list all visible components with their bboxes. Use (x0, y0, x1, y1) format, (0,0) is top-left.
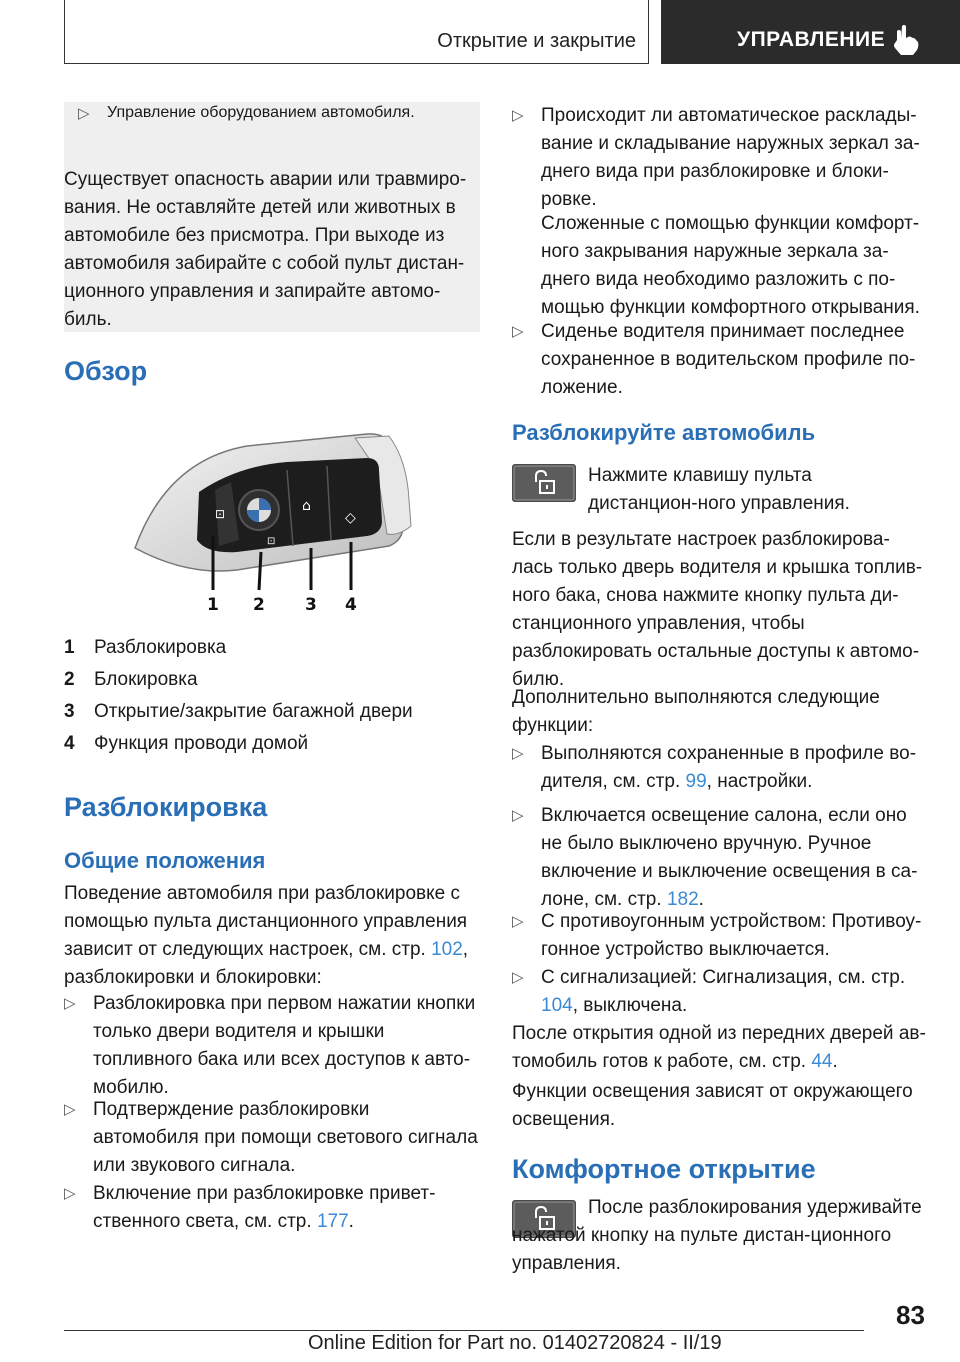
bullet-triangle-icon: ▷ (78, 105, 90, 122)
unlock-heading: Разблокировка (64, 792, 268, 822)
function-bullet-1: ▷ Выполняются сохраненные в профиле во-дителя, см. стр. 99, настройки. (512, 740, 926, 796)
unlock-bullet-1: ▷ Разблокировка при первом нажатии кнопки только двери водителя и крышки топливного бака или всех доступов к авто-мобилю. (64, 990, 480, 1102)
page-link-177[interactable]: 177 (316, 1211, 349, 1232)
unlock-paragraph-3: После открытия одной из передних дверей ав-томобиль готов к работе, см. стр. 44. (512, 1023, 926, 1072)
unlock-paragraph-4: Функции освещения зависят от окружающего освещения. (512, 1081, 913, 1130)
callout-3: 3 (305, 595, 317, 615)
unlock-vehicle-heading: Разблокируйте автомобиль (512, 420, 816, 445)
function-bullet-4: ▷ С сигнализацией: Сигнализация, см. стр. 104, выключена. (512, 964, 926, 1020)
header-section-label: УПРАВЛЕНИЕ (737, 28, 886, 51)
page-link-44[interactable]: 44 (811, 1051, 833, 1072)
page-link-102[interactable]: 102 (431, 939, 463, 960)
callout-1: 1 (207, 595, 219, 615)
overview-heading: Обзор (64, 356, 148, 386)
svg-text:⊡: ⊡ (215, 507, 226, 521)
bullet-triangle-icon: ▷ (64, 1101, 76, 1118)
warning-box (64, 102, 480, 332)
unlock-button-icon (512, 464, 576, 502)
press-instruction: Нажмите клавишу пульта дистанцион-ного управления. (588, 465, 850, 514)
svg-text:◇: ◇ (345, 510, 356, 526)
function-bullet-3: ▷ С противоугонным устройством: Противоу-гонное устройство выключается. (512, 908, 926, 964)
function-bullet-2: ▷ Включается освещение салона, если оно не было выключено вручную. Ручное включение и выключение освещения в са-лоне, см. стр. 182. (512, 802, 926, 914)
bullet-triangle-icon: ▷ (512, 107, 524, 124)
warning-item: ▷ Управление оборудованием автомобиля. (78, 104, 415, 122)
bullet-triangle-icon: ▷ (512, 745, 524, 762)
unlock-bullet-3: ▷ Включение при разблокировке привет-ственного света, см. стр. 177. (64, 1180, 480, 1236)
right-bullet-seat: ▷ Сиденье водителя принимает последнее сохраненное в водительском профиле по-ложение. (512, 318, 926, 402)
edition-footer: Online Edition for Part no. 01402720824 - II/19 (308, 1332, 722, 1354)
general-heading: Общие положения (64, 848, 266, 873)
comfort-heading: Комфортное открытие (512, 1154, 816, 1184)
right-bullet-mirrors: ▷ Происходит ли автоматическое расклады-вание и складывание наружных зеркал за-днего вида при разблокировке и блоки-ровке. (512, 102, 926, 214)
bullet-triangle-icon: ▷ (64, 995, 76, 1012)
comfort-text: После разблокирования удерживайте нажатой кнопку на пульте дистан-ционного управления. (512, 1197, 922, 1274)
unlock-intro: Поведение автомобиля при разблокировке с помощью пульта дистанционного управления зависит от следующих настроек, см. стр. 102, разблокировки и блокировки: (64, 883, 469, 988)
bullet-triangle-icon: ▷ (64, 1185, 76, 1202)
hand-pointer-icon (891, 24, 921, 56)
bullet-triangle-icon: ▷ (512, 807, 524, 824)
unlock-paragraph-2: Дополнительно выполняются следующие функции: (512, 687, 880, 736)
bullet-triangle-icon: ▷ (512, 323, 524, 340)
remote-key-image (127, 430, 427, 616)
page-number: 83 (896, 1300, 925, 1330)
page-link-99[interactable]: 99 (685, 771, 707, 792)
unlock-bullet-2: ▷ Подтверждение разблокировки автомобиля при помощи светового сигнала или звукового сигнала. (64, 1096, 480, 1180)
header-section-tab (661, 0, 960, 64)
header-left (64, 0, 649, 64)
footer-divider (64, 1330, 864, 1331)
bullet-triangle-icon: ▷ (512, 969, 524, 986)
mirrors-note: Сложенные с помощью функции комфорт-ного закрывания наружные зеркала за-днего вида необходимо разложить с по-мощью функции комфортного открывания. (541, 213, 920, 318)
bullet-triangle-icon: ▷ (512, 913, 524, 930)
svg-text:⊡: ⊡ (267, 536, 276, 547)
callout-4: 4 (345, 595, 357, 615)
callout-2: 2 (253, 595, 265, 615)
header-title: Открытие и закрытие (437, 30, 636, 52)
page-link-182[interactable]: 182 (666, 889, 699, 910)
page-link-104[interactable]: 104 (541, 995, 573, 1016)
unlock-paragraph-1: Если в результате настроек разблокирова-лась только дверь водителя и крышка топлив-ного бака, снова нажмите кнопку пульта ди-станционного управления, чтобы разблокировать остальные доступы к автомо-билю. (512, 529, 923, 690)
svg-text:⌂: ⌂ (302, 498, 311, 514)
warning-text: Существует опасность аварии или травмиро-вания. Не оставляйте детей или животных в автомобиле без присмотра. При выходе из автомобиля забирайте с собой пульт дистан-ционного управления и запирайте автомо-биль. (64, 169, 467, 330)
